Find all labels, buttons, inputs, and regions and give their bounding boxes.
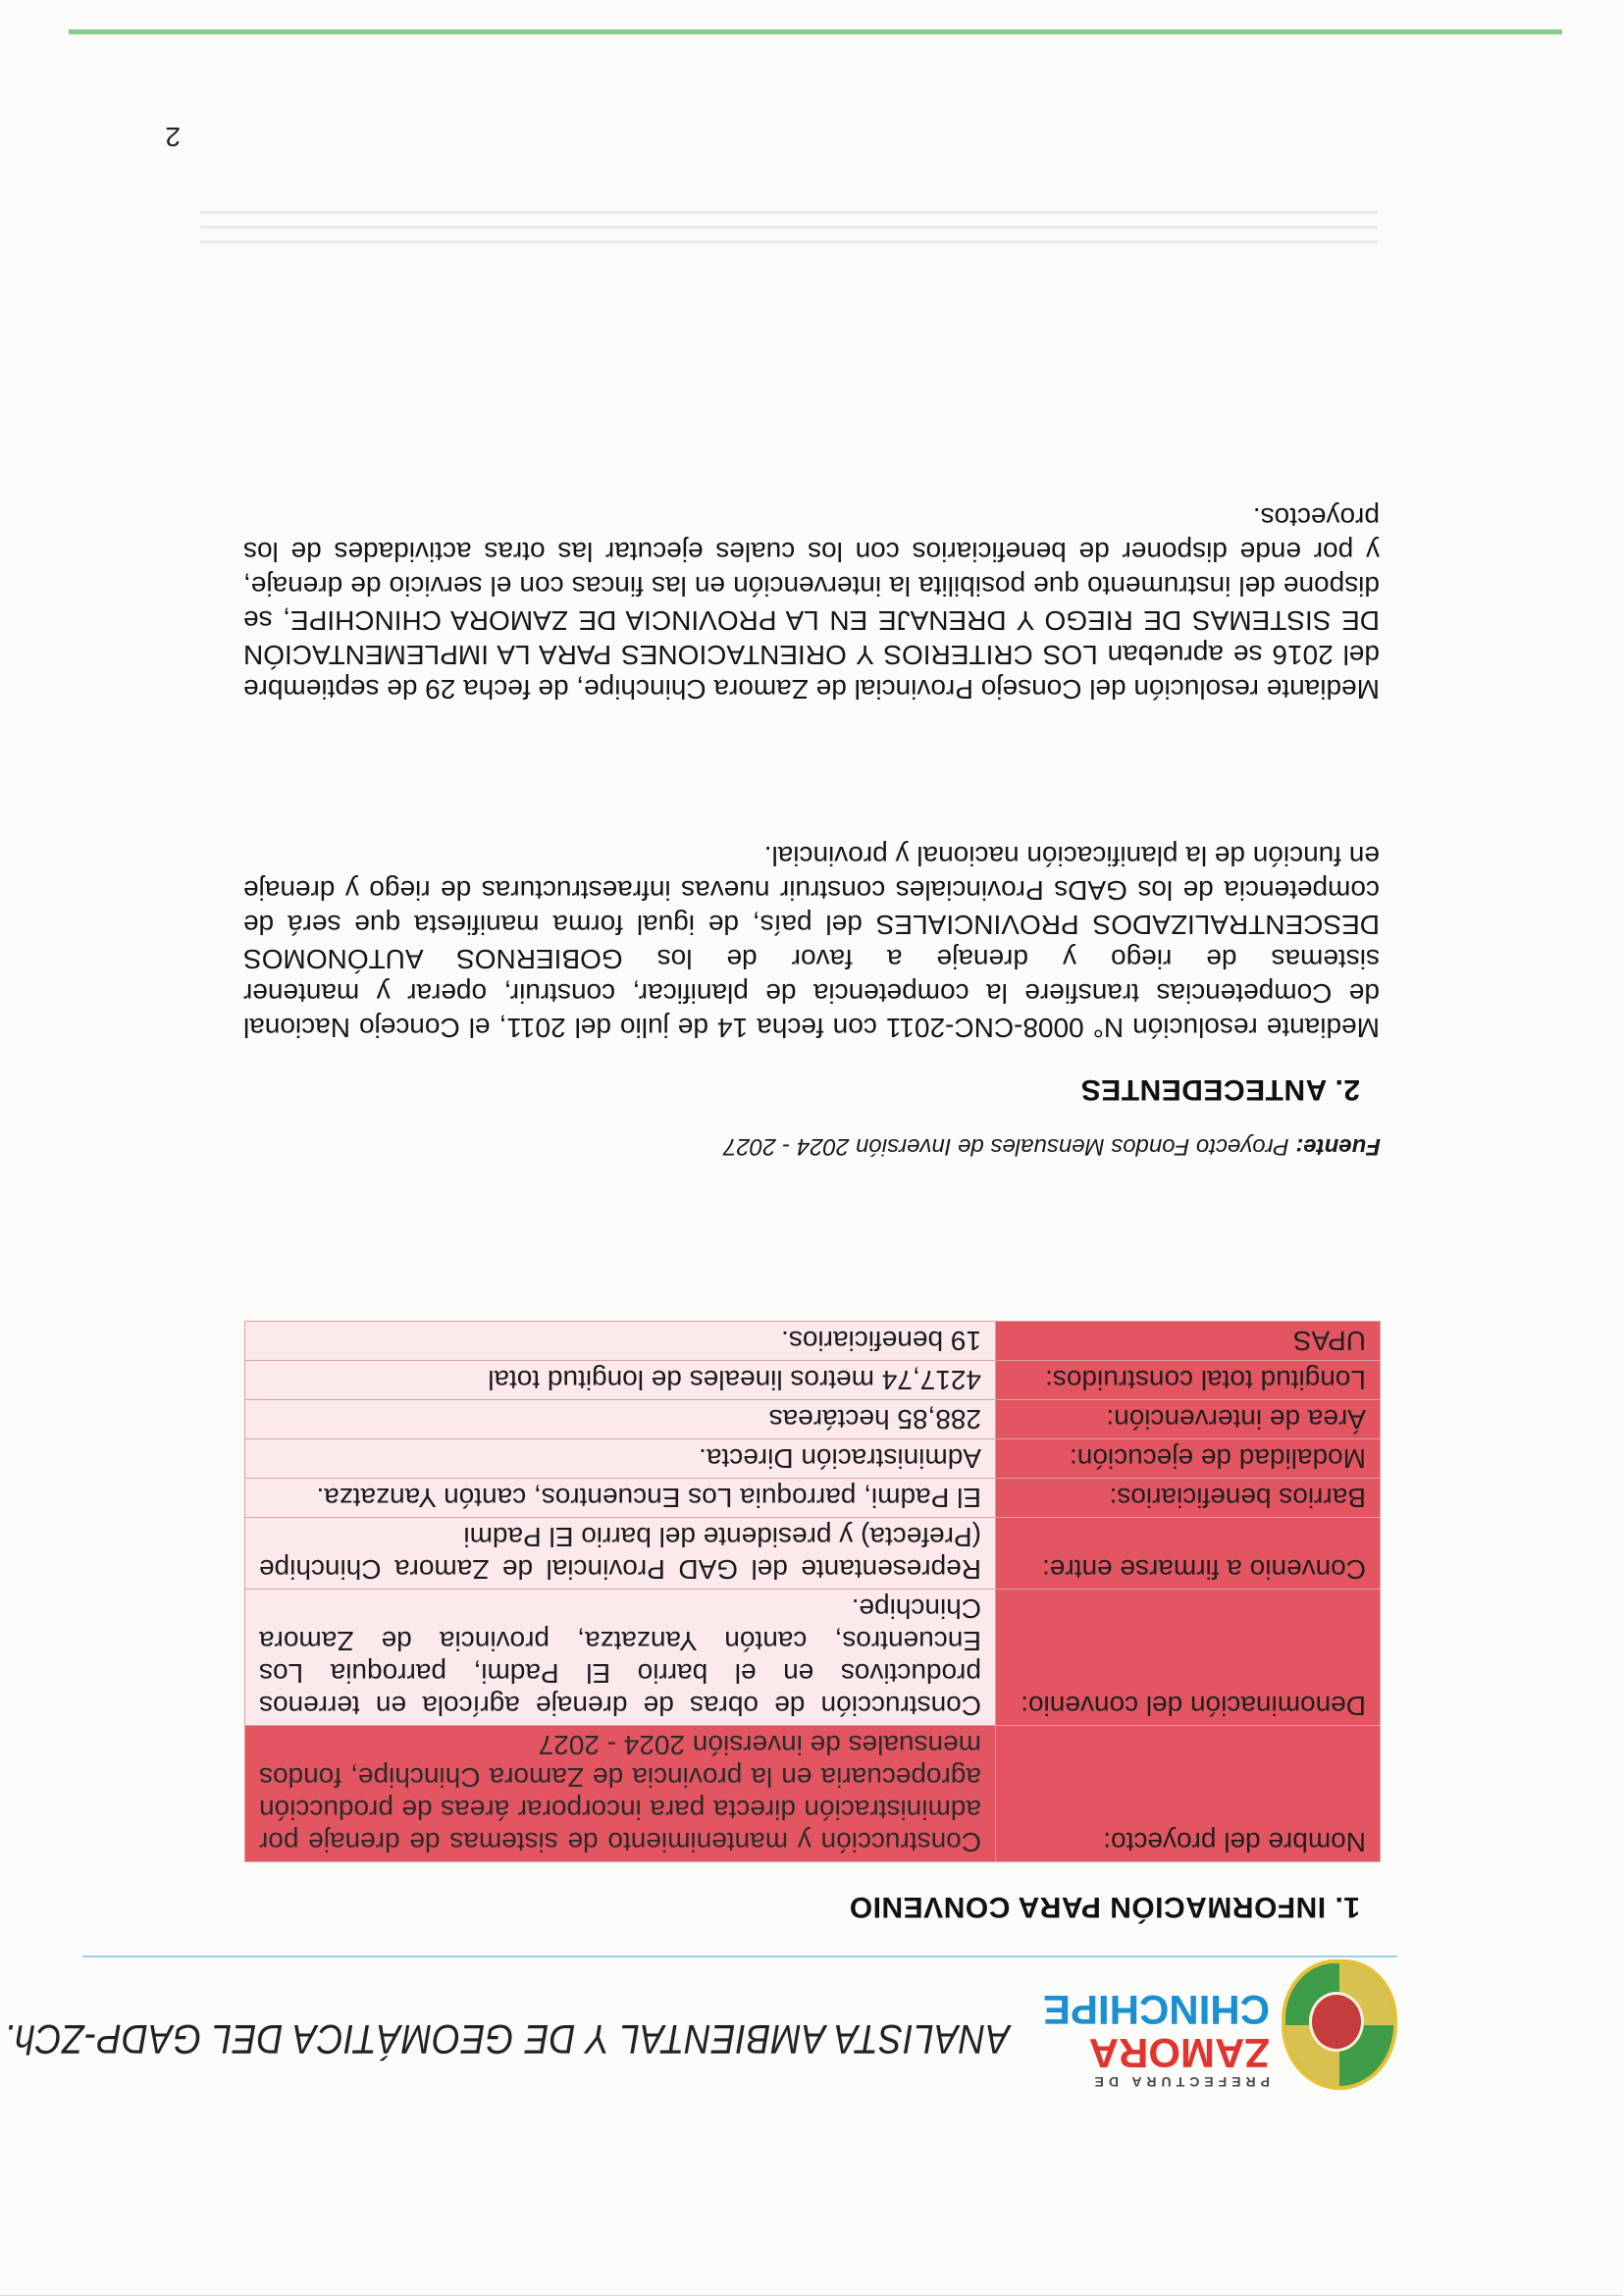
table-row [245, 1439, 1381, 1479]
table-label: Modalidad de ejecución: [996, 1439, 1381, 1479]
table-value: Representante del GAD Provincial de Zamora Chinchipe (Prefecta) y presidente del barrio El Padmi [245, 1518, 996, 1590]
section-1-heading: 1. INFORMACIÓN PARA CONVENIO [849, 1891, 1360, 1923]
table-value: El Padmi, parroquia Los Encuentros, cantón Yanzatza. [245, 1479, 996, 1518]
brand-line-1: ZAMORA [1088, 2030, 1270, 2076]
header-divider [82, 1956, 1397, 1957]
table-value: 4217,74 metros lineales de longitud total [245, 1361, 996, 1400]
table-label: Convenio a firmarse entre: [996, 1518, 1381, 1590]
table-label: Barrios beneficiarios: [996, 1479, 1381, 1518]
table-label: Denominación del convenio: [996, 1590, 1381, 1726]
section-2-heading: 2. ANTECEDENTES [1080, 1073, 1360, 1106]
source-label: Fuente: [1295, 1133, 1381, 1160]
brand-prefix: PREFECTURA DE [1089, 2074, 1270, 2090]
table-row [245, 1479, 1381, 1518]
table-row [245, 1322, 1381, 1361]
table-row [245, 1726, 1381, 1862]
table-label: UPAS [996, 1322, 1381, 1361]
table-row [245, 1518, 1381, 1590]
table-value: 19 beneficiarios. [245, 1322, 996, 1361]
antecedentes-paragraph-1: Mediante resolución N° 0008-CNC-2011 con fecha 14 de julio del 2011, el Concejo Nacional de Competencias transfiere la competencia de planificar, construir, operar y mantener sistemas de riego y drenaje a favor de los GOBIERNOS AUTÓNOMOS DESCENTRALIZADOS PROVINCIALES del país, de igual forma manifiesta que será de competencia de los GADs Provinciales construir nuevas infraestructuras de riego y drenaje en función de la planificación nacional y provincial. [243, 841, 1380, 1043]
table-value: Construcción y mantenimiento de sistemas de drenaje por administración directa para incorporar áreas de producción agropecuaria en la provincia de Zamora Chinchipe, fondos mensuales de inversión 2024 - 2027 [245, 1726, 996, 1862]
brand-line-2: CHINCHIPE [1042, 1987, 1270, 2033]
prefectura-seal-icon [1282, 1959, 1397, 2090]
table-value: Construcción de obras de drenaje agrícola en terrenos productivos en el barrio El Padmi, parroquia Los Encuentros, cantón Yanzatza, provincia de Zamora Chinchipe. [245, 1590, 996, 1726]
project-info-table [244, 1321, 1381, 1862]
footer-accent-bar [69, 29, 1562, 34]
page-number: 2 [165, 122, 181, 152]
faded-footnote [200, 186, 1378, 255]
table-value: 288,85 hectáreas [245, 1400, 996, 1439]
antecedentes-paragraph-2: Mediante resolución del Consejo Provincial de Zamora Chinchipe, de fecha 29 de septiembre del 2016 se aprueban LOS CRITERIOS Y ORIENTACIONES PARA LA IMPLEMENTACIÓN DE SISTEMAS DE RIEGO Y DRENAJE EN LA PROVINCIA DE ZAMORA CHINCHIPE, se dispone del instrumento que posibilita la intervención en las fincas con el servicio de drenaje, y por ende disponer de beneficiarios con los cuales ejecutar las otras actividades de los proyectos. [243, 502, 1380, 704]
source-text: Proyecto Fondos Mensuales de Inversión 2024 - 2027 [723, 1133, 1296, 1160]
table-row [245, 1361, 1381, 1400]
table-value: Administración Directa. [245, 1439, 996, 1479]
brand-logo [1034, 1972, 1270, 2090]
table-row [245, 1400, 1381, 1439]
header-title: ANALISTA AMBIENTAL Y DE GEOMÁTICA DEL GADP-ZCh. [3, 2016, 1010, 2062]
table-row [245, 1590, 1381, 1726]
letterhead [3, 1972, 1397, 2090]
table-label: Longitud total construidos: [996, 1361, 1381, 1400]
table-source-note [244, 1132, 1381, 1160]
table-label: Área de intervención: [996, 1400, 1381, 1439]
table-label: Nombre del proyecto: [996, 1726, 1381, 1862]
